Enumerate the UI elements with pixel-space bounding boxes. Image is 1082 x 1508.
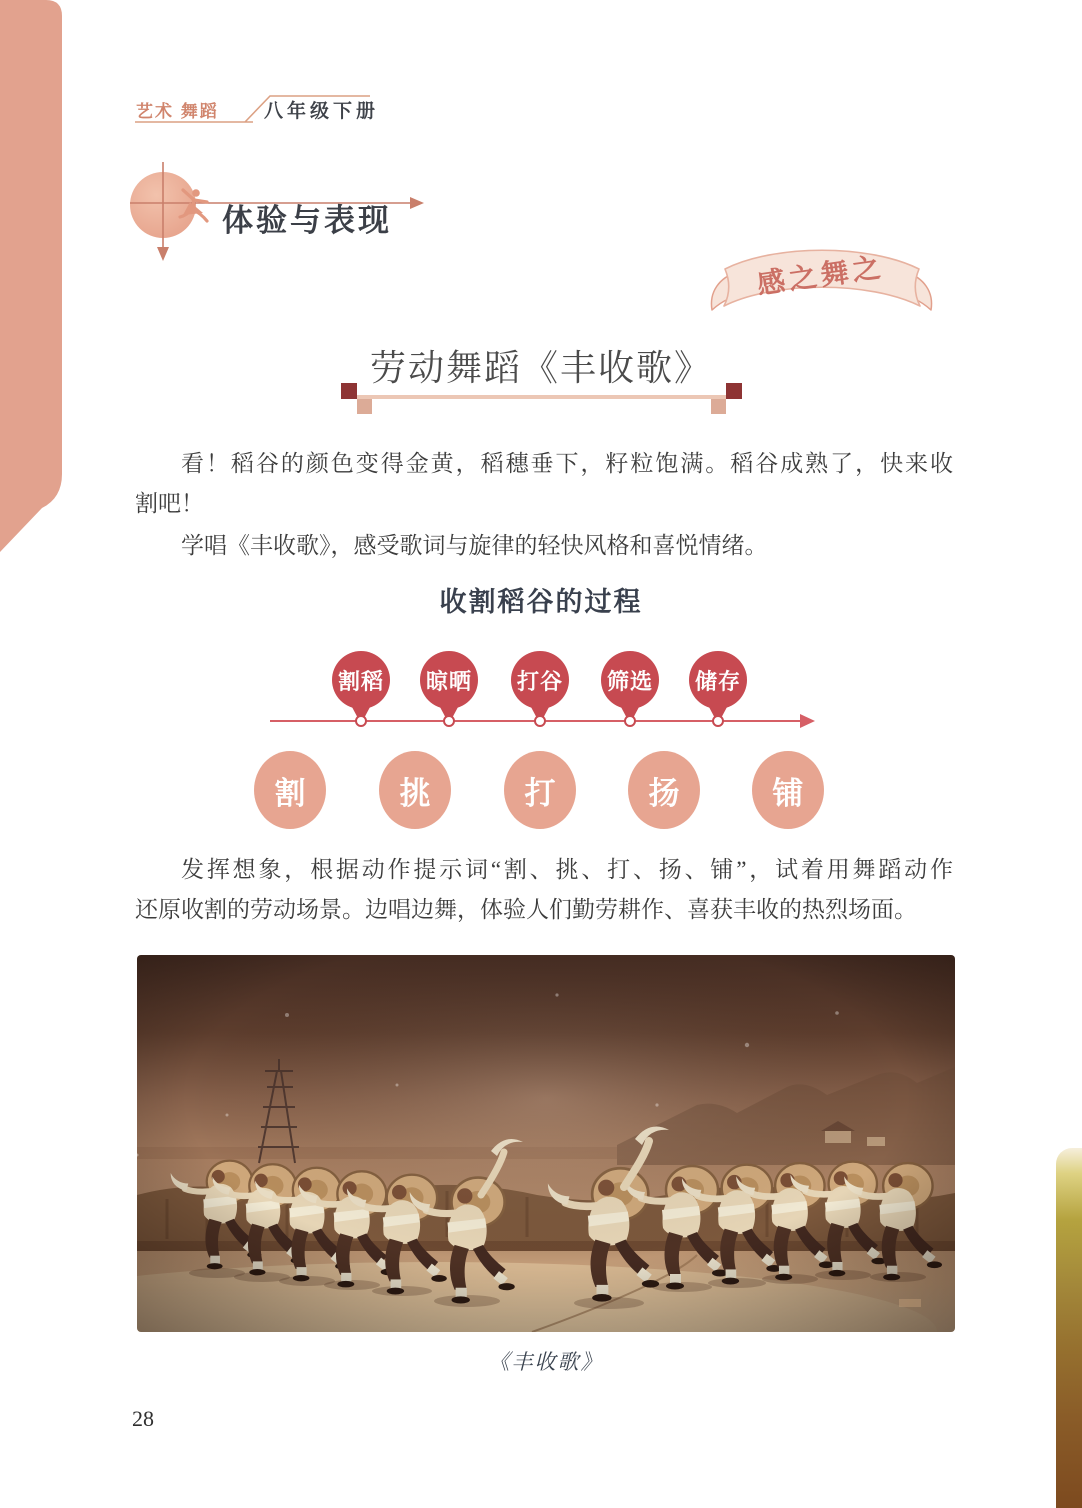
timeline-node bbox=[443, 715, 455, 727]
timeline-node bbox=[355, 715, 367, 727]
action-label: 挑 bbox=[399, 775, 431, 811]
down-arrow-icon bbox=[157, 247, 169, 261]
action-label: 铺 bbox=[772, 775, 804, 811]
page-number: 28 bbox=[132, 1406, 154, 1431]
step-label: 打谷 bbox=[516, 668, 563, 694]
action-label: 扬 bbox=[648, 775, 680, 811]
timeline-step-pin bbox=[511, 651, 569, 709]
timeline-step-pin bbox=[689, 651, 747, 709]
figure-caption: 《丰收歌》 bbox=[488, 1350, 604, 1374]
timeline-node bbox=[624, 715, 636, 727]
step-label: 储存 bbox=[694, 668, 741, 694]
action-label: 割 bbox=[274, 775, 306, 811]
title-square-pink-left bbox=[357, 399, 372, 414]
paragraph-2: 学唱《丰收歌》，感受歌词与旋律的轻快风格和喜悦情绪。 bbox=[181, 533, 768, 558]
action-circle bbox=[254, 751, 326, 829]
lesson-title: 劳动舞蹈《丰收歌》 bbox=[369, 347, 712, 388]
ribbon-banner bbox=[703, 238, 943, 328]
action-circle bbox=[379, 751, 451, 829]
next-page-peek bbox=[1056, 1148, 1082, 1508]
title-square-pink-right bbox=[711, 399, 726, 414]
step-label: 割稻 bbox=[337, 668, 384, 694]
timeline-arrow-icon bbox=[800, 714, 822, 728]
paragraph-1-line-1: 看！稻谷的颜色变得金黄，稻穗垂下，籽粒饱满。稻谷成熟了，快来收 bbox=[181, 451, 953, 476]
timeline-node bbox=[534, 715, 546, 727]
section-title: 体验与表现 bbox=[222, 203, 392, 238]
harvest-dance-photo bbox=[137, 955, 955, 1332]
action-circle bbox=[628, 751, 700, 829]
timeline-node bbox=[712, 715, 724, 727]
step-label: 晾晒 bbox=[425, 668, 472, 694]
step-label: 筛选 bbox=[606, 668, 653, 694]
header-grade: 八年级下册 bbox=[264, 101, 380, 122]
right-arrow-icon bbox=[410, 197, 424, 209]
ribbon-badge-text: 感之舞之 bbox=[755, 252, 887, 301]
process-title: 收割稻谷的过程 bbox=[439, 587, 643, 617]
title-underline bbox=[345, 395, 737, 399]
action-circle bbox=[752, 751, 824, 829]
title-square-dark-right bbox=[726, 383, 742, 399]
paragraph-3-line-1: 发挥想象，根据动作提示词“割、挑、打、扬、铺”，试着用舞蹈动作 bbox=[181, 857, 953, 882]
left-accent-bar bbox=[0, 0, 70, 570]
paragraph-3-line-2: 还原收割的劳动场景。边唱边舞，体验人们勤劳耕作、喜获丰收的热烈场面。 bbox=[135, 897, 917, 922]
action-label: 打 bbox=[524, 775, 556, 811]
action-circle bbox=[504, 751, 576, 829]
timeline-step-pin bbox=[332, 651, 390, 709]
timeline-step-pin bbox=[420, 651, 478, 709]
paragraph-1-line-2: 割吧！ bbox=[135, 491, 204, 516]
header-subject: 艺术 舞蹈 bbox=[136, 102, 219, 121]
title-square-dark-left bbox=[341, 383, 357, 399]
timeline-step-pin bbox=[601, 651, 659, 709]
